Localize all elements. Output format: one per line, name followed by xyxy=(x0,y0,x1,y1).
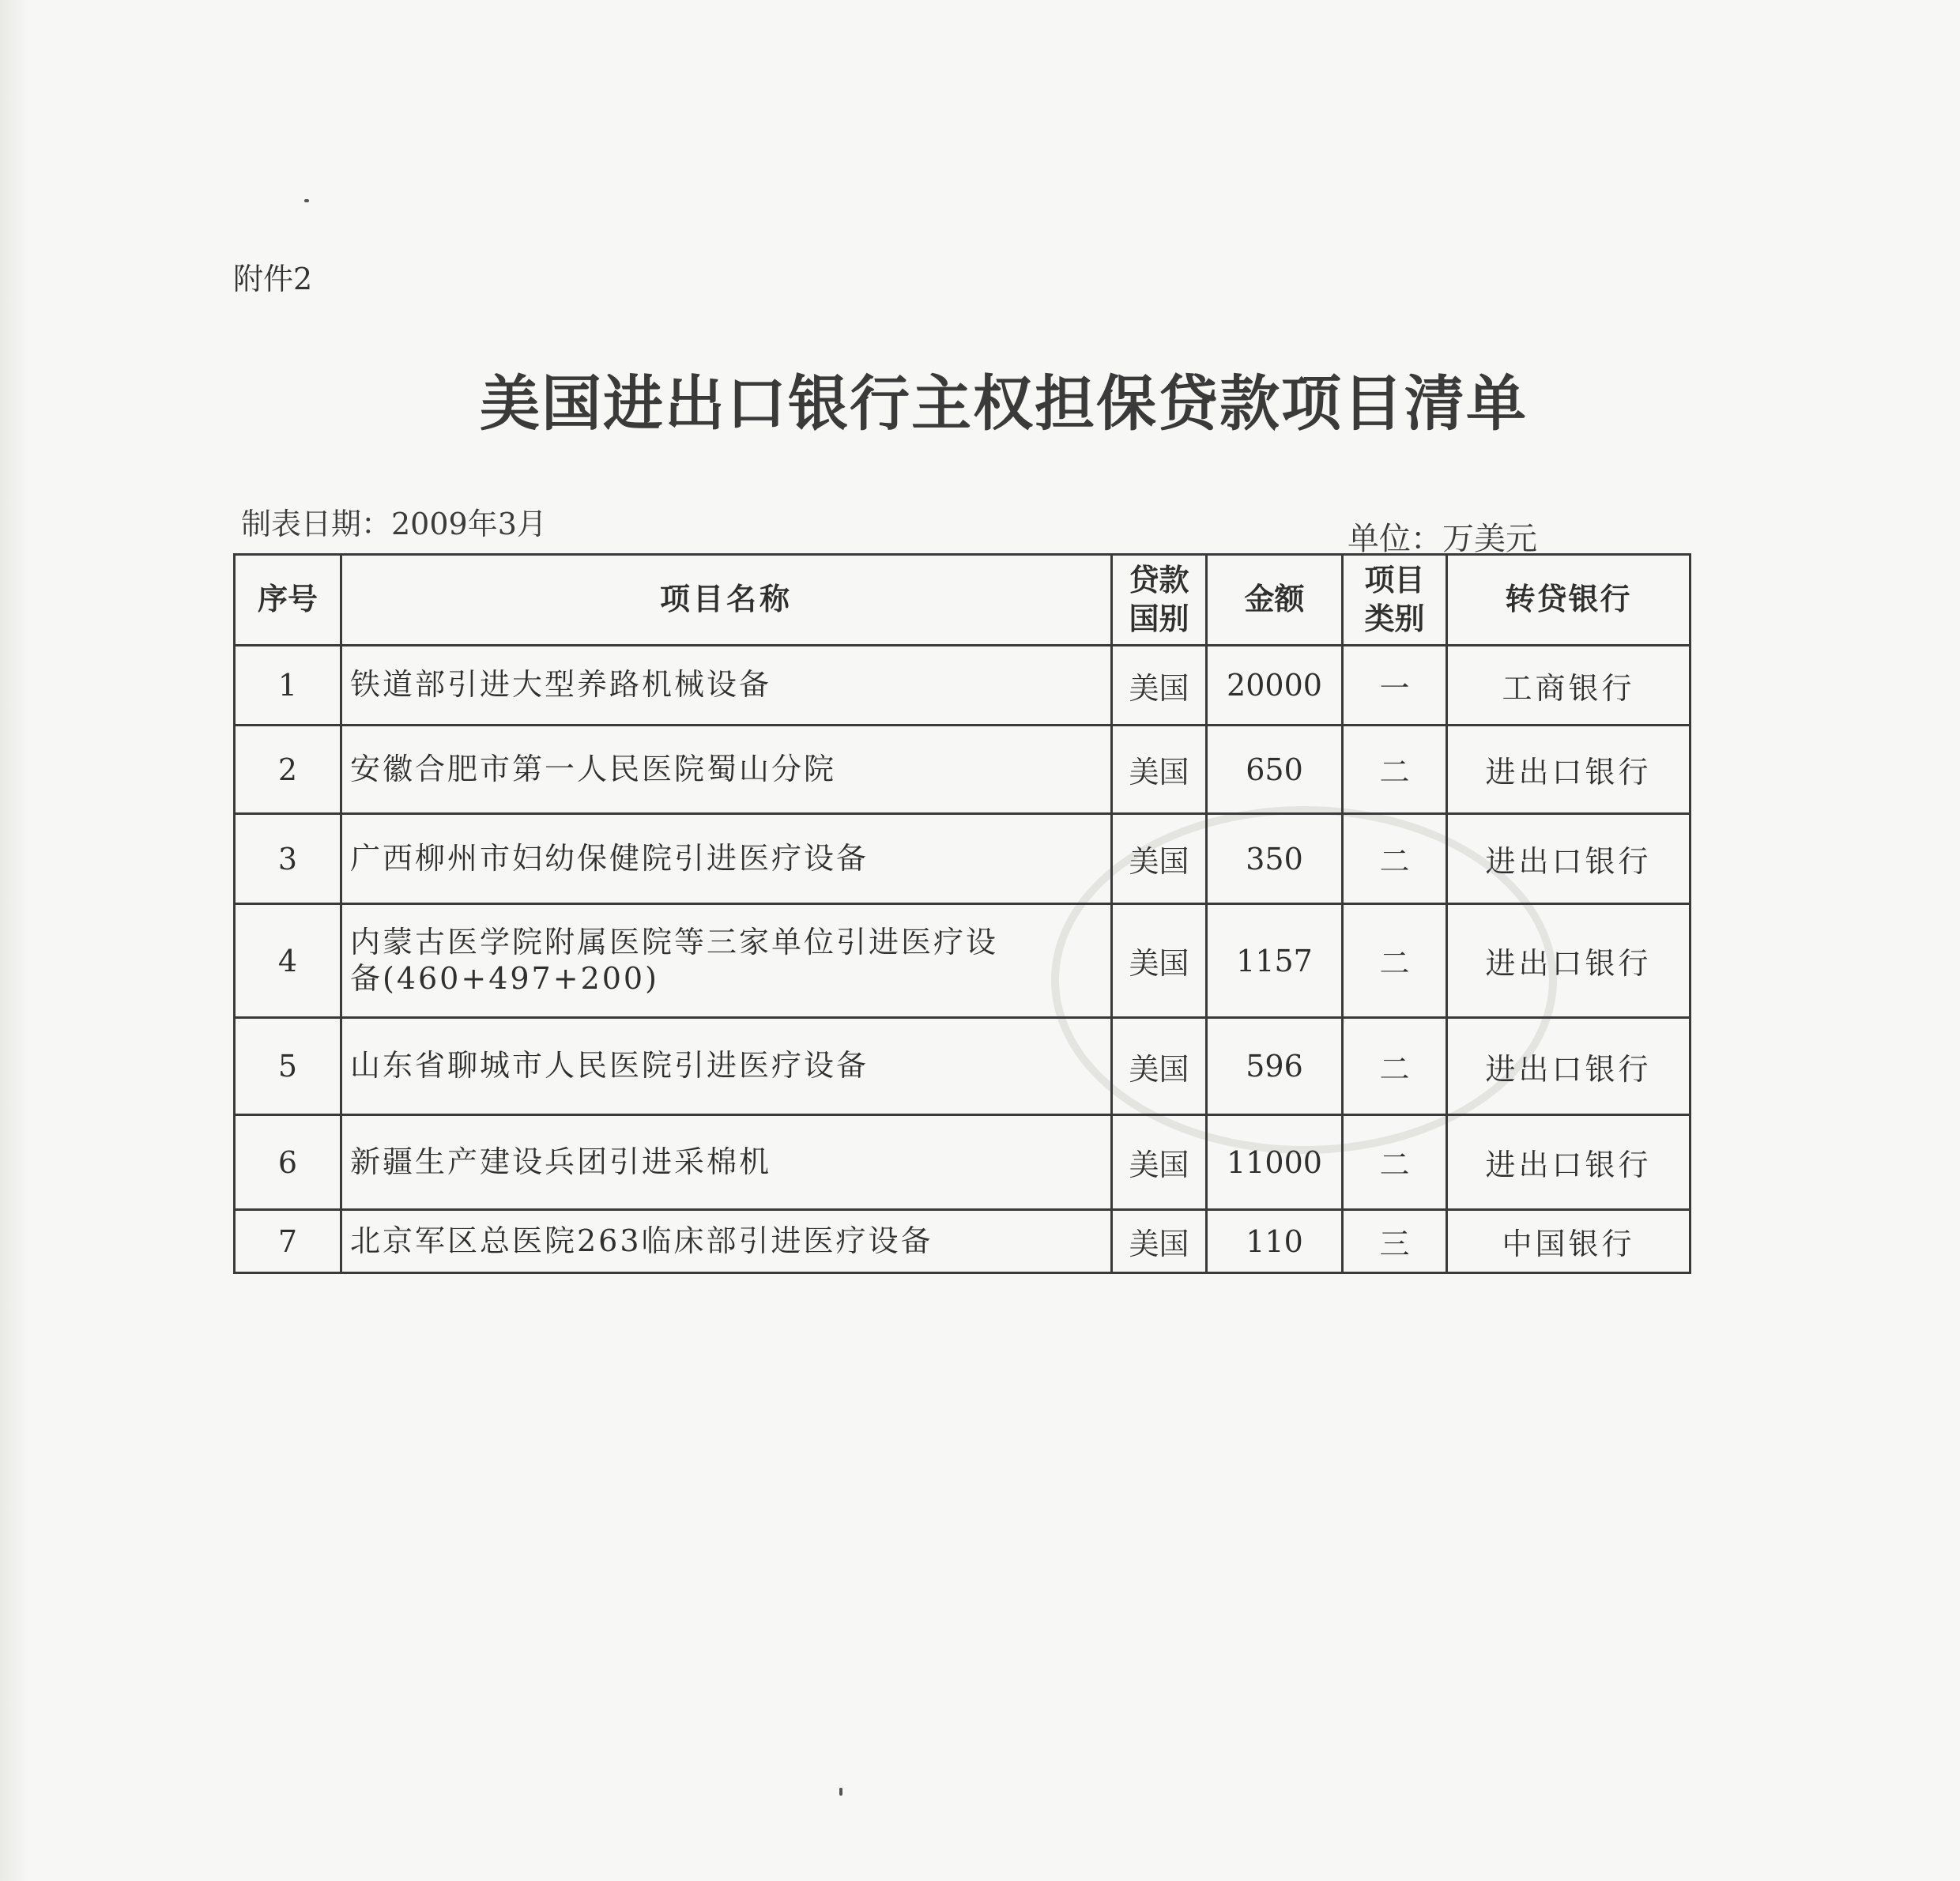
table-row xyxy=(235,1018,1690,1115)
cell-no: 1 xyxy=(235,646,341,726)
cell-name-line1: 广西柳州市妇幼保健院引进医疗设备 xyxy=(350,840,869,876)
cell-name xyxy=(341,814,1112,904)
cell-bank: 进出口银行 xyxy=(1447,1115,1690,1210)
header-country-line1: 贷款 xyxy=(1129,562,1189,597)
cell-amount: 650 xyxy=(1207,726,1343,814)
cell-category: 三 xyxy=(1343,1210,1447,1273)
table-row xyxy=(235,646,1690,726)
table-row xyxy=(235,1115,1690,1210)
cell-category: 一 xyxy=(1343,646,1447,726)
header-category-line1: 项目 xyxy=(1364,562,1425,597)
cell-amount: 350 xyxy=(1207,814,1343,904)
cell-name-line1: 内蒙古医学院附属医院等三家单位引进医疗设 xyxy=(350,924,999,959)
cell-name-line2: 备(460+497+200) xyxy=(350,960,659,996)
loan-project-table xyxy=(233,553,1691,1274)
table-header-row xyxy=(235,555,1690,646)
cell-name xyxy=(341,1115,1112,1210)
header-category-line2: 类别 xyxy=(1364,601,1425,636)
table-row xyxy=(235,1210,1690,1273)
cell-name-line1: 山东省聊城市人民医院引进医疗设备 xyxy=(350,1048,869,1084)
cell-no: 3 xyxy=(235,814,341,904)
cell-name xyxy=(341,646,1112,726)
cell-amount: 1157 xyxy=(1207,904,1343,1018)
cell-no: 5 xyxy=(235,1018,341,1115)
cell-category: 二 xyxy=(1343,904,1447,1018)
table-row xyxy=(235,726,1690,814)
header-country-line2: 国别 xyxy=(1129,601,1189,636)
cell-name-line1: 新疆生产建设兵团引进采棉机 xyxy=(350,1144,772,1179)
cell-country: 美国 xyxy=(1112,1115,1207,1210)
attachment-label: 附件2 xyxy=(233,262,313,296)
cell-amount: 11000 xyxy=(1207,1115,1343,1210)
cell-bank: 进出口银行 xyxy=(1447,1018,1690,1115)
cell-country: 美国 xyxy=(1112,726,1207,814)
cell-category: 二 xyxy=(1343,1018,1447,1115)
cell-name-line1: 铁道部引进大型养路机械设备 xyxy=(350,667,772,703)
cell-bank: 进出口银行 xyxy=(1447,814,1690,904)
unit-line: 单位：万美元 xyxy=(1348,521,1537,557)
header-bank: 转贷银行 xyxy=(1447,555,1690,646)
cell-no: 7 xyxy=(235,1210,341,1273)
date-line: 制表日期：2009年3月 xyxy=(241,507,547,541)
cell-name-line1: 安徽合肥市第一人民医院蜀山分院 xyxy=(350,751,837,786)
cell-no: 4 xyxy=(235,904,341,1018)
cell-country: 美国 xyxy=(1112,1018,1207,1115)
cell-category: 二 xyxy=(1343,814,1447,904)
table-row xyxy=(235,904,1690,1018)
cell-country: 美国 xyxy=(1112,904,1207,1018)
cell-name xyxy=(341,1210,1112,1273)
cell-bank: 工商银行 xyxy=(1447,646,1690,726)
header-country xyxy=(1112,555,1207,646)
scan-speck xyxy=(304,199,309,202)
cell-category: 二 xyxy=(1343,726,1447,814)
table-row xyxy=(235,814,1690,904)
cell-bank: 中国银行 xyxy=(1447,1210,1690,1273)
cell-bank: 进出口银行 xyxy=(1447,904,1690,1018)
header-amount: 金额 xyxy=(1207,555,1343,646)
scan-edge-shadow xyxy=(0,0,28,1881)
cell-name xyxy=(341,904,1112,1018)
cell-no: 6 xyxy=(235,1115,341,1210)
cell-country: 美国 xyxy=(1112,814,1207,904)
cell-amount: 596 xyxy=(1207,1018,1343,1115)
cell-bank: 进出口银行 xyxy=(1447,726,1690,814)
cell-country: 美国 xyxy=(1112,646,1207,726)
cell-amount: 110 xyxy=(1207,1210,1343,1273)
header-category xyxy=(1343,555,1447,646)
cell-country: 美国 xyxy=(1112,1210,1207,1273)
cell-name xyxy=(341,726,1112,814)
cell-amount: 20000 xyxy=(1207,646,1343,726)
cell-no: 2 xyxy=(235,726,341,814)
header-name: 项目名称 xyxy=(341,555,1112,646)
scan-speck xyxy=(839,1788,842,1796)
document-title: 美国进出口银行主权担保贷款项目清单 xyxy=(480,368,1528,439)
cell-name xyxy=(341,1018,1112,1115)
cell-name-line1: 北京军区总医院263临床部引进医疗设备 xyxy=(350,1223,933,1258)
header-no: 序号 xyxy=(235,555,341,646)
cell-category: 二 xyxy=(1343,1115,1447,1210)
